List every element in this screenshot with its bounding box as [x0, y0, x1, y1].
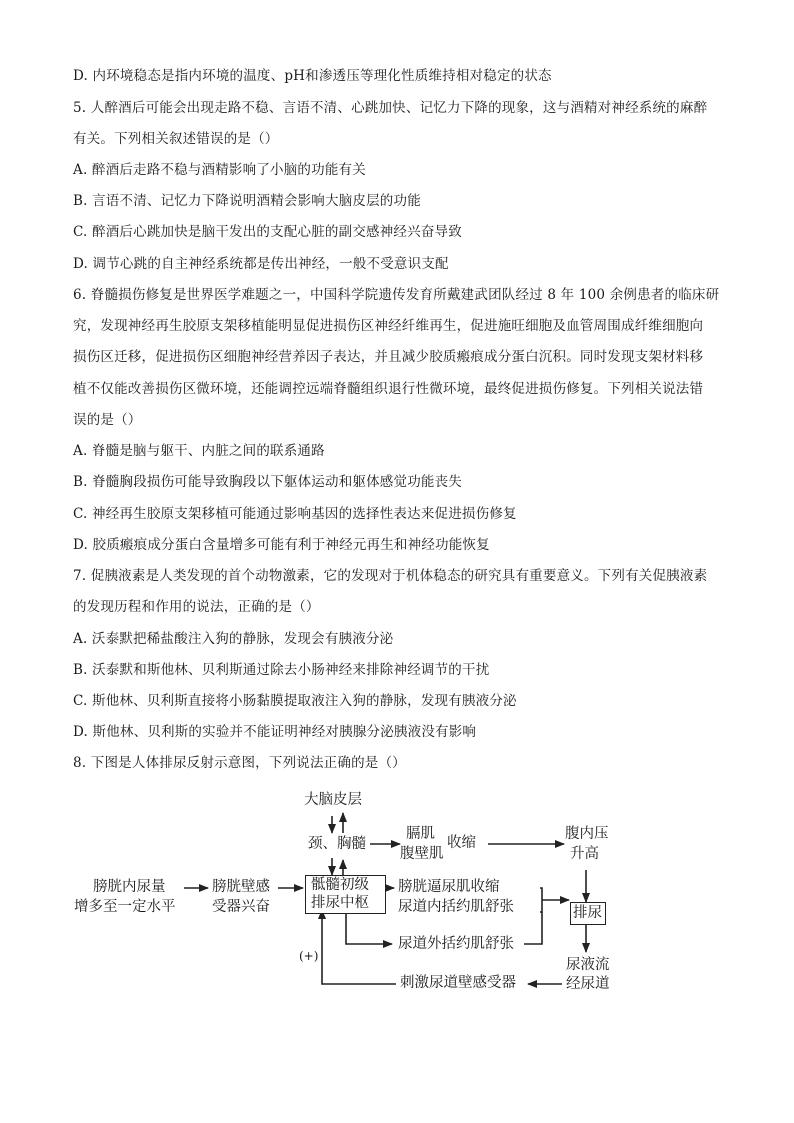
- q7-option-b: B. 沃泰默和斯他林、贝利斯通过除去小肠神经来排除神经调节的干扰: [73, 662, 490, 678]
- label-outer-sphincter: 尿道外括约肌舒张: [398, 936, 514, 952]
- urination-reflex-diagram: [60, 780, 740, 1010]
- label-bladder-urine-2: 增多至一定水平: [74, 899, 176, 915]
- q5-stem-line2: 有关。下列相关叙述错误的是（）: [73, 131, 279, 147]
- q5-stem-line1: 5. 人醉酒后可能会出现走路不稳、言语不清、心跳加快、记忆力下降的现象，这与酒精对神经系统的麻醉: [73, 100, 708, 116]
- label-center-1: 骶髓初级: [311, 877, 369, 893]
- label-neck-chest: 颈、胸髓: [308, 836, 366, 852]
- q6-stem-line5: 误的是（）: [73, 412, 142, 428]
- arrow-feedback-to-center: [322, 910, 396, 984]
- label-cortex: 大脑皮层: [304, 792, 362, 808]
- center-box: [305, 875, 386, 914]
- label-flow-1: 尿液流: [566, 957, 610, 973]
- label-bladder-urine-1: 膀胱内尿量: [93, 879, 166, 895]
- label-detrusor: 膀胱逼尿肌收缩: [398, 879, 500, 895]
- label-flow-2: 经尿道: [566, 976, 610, 992]
- label-abdominal-wall: 腹壁肌: [400, 846, 444, 862]
- q4-option-d: D. 内环境稳态是指内环境的温度、pH和渗透压等理化性质维持相对稳定的状态: [73, 68, 552, 84]
- q6-option-a: A. 脊髓是脑与躯干、内脏之间的联系通路: [73, 443, 325, 459]
- q7-option-d: D. 斯他林、贝利斯的实验并不能证明神经对胰腺分泌胰液没有影响: [73, 724, 477, 740]
- q5-option-a: A. 醉酒后走路不稳与酒精影响了小脑的功能有关: [73, 162, 366, 178]
- q6-stem-line2: 究，发现神经再生胶原支架移植能明显促进损伤区神经纤维再生，促进施旺细胞及血管周围成纤维细胞向: [73, 318, 704, 334]
- label-diaphragm: 膈肌: [406, 826, 435, 842]
- q6-stem-line3: 损伤区迁移，促进损伤区细胞神经营养因子表达，并且减少胶质瘢痕成分蛋白沉积。同时发现支架材料移: [73, 349, 704, 365]
- q8-stem: 8. 下图是人体排尿反射示意图，下列说法正确的是（）: [73, 755, 406, 771]
- label-inner-sphincter: 尿道内括约肌舒张: [398, 899, 514, 915]
- label-receptor-1: 膀胱壁感: [212, 879, 270, 895]
- label-contract: 收缩: [447, 835, 476, 851]
- q6-option-c: C. 神经再生胶原支架移植可能通过影响基因的选择性表达来促进损伤修复: [73, 506, 517, 522]
- q6-stem-line1: 6. 脊髓损伤修复是世界医学难题之一，中国科学院遗传发育所戴建武团队经过 8 年 100 余例患者的临床研: [73, 287, 720, 303]
- line-outer-to-urinate: [524, 912, 542, 944]
- label-stimulate: 刺激尿道壁感受器: [400, 975, 516, 991]
- label-pressure-1: 腹内压: [565, 826, 609, 842]
- q6-stem-line4: 植不仅能改善损伤区微环境，还能调控远端脊髓组织退行性微环境，最终促进损伤修复。下列相关说法错: [73, 381, 704, 397]
- label-urinate: 排尿: [573, 905, 602, 921]
- bracket-inner: [540, 888, 542, 912]
- label-pressure-2: 升高: [570, 846, 599, 862]
- q5-option-c: C. 醉酒后心跳加快是脑干发出的支配心脏的副交感神经兴奋导致: [73, 224, 462, 240]
- q7-option-c: C. 斯他林、贝利斯直接将小肠黏膜提取液注入狗的静脉，发现有胰液分泌: [73, 693, 517, 709]
- q7-stem-line1: 7. 促胰液素是人类发现的首个动物激素，它的发现对于机体稳态的研究具有重要意义。下列有关促胰液素: [73, 568, 708, 584]
- q6-option-b: B. 脊髓胸段损伤可能导致胸段以下躯体运动和躯体感觉功能丧失: [73, 474, 463, 490]
- q5-option-b: B. 言语不清、记忆力下降说明酒精会影响大脑皮层的功能: [73, 193, 421, 209]
- urinate-box: [570, 902, 606, 925]
- label-positive-feedback: (+): [299, 949, 319, 963]
- q7-stem-line2: 的发现历程和作用的说法，正确的是（）: [73, 599, 320, 615]
- q5-option-d: D. 调节心跳的自主神经系统都是传出神经，一般不受意识支配: [73, 256, 449, 272]
- q6-option-d: D. 胶质瘢痕成分蛋白含量增多可能有利于神经元再生和神经功能恢复: [73, 537, 490, 553]
- label-receptor-2: 受器兴奋: [212, 899, 270, 915]
- q7-option-a: A. 沃泰默把稀盐酸注入狗的静脉，发现会有胰液分泌: [73, 631, 394, 647]
- label-center-2: 排尿中枢: [311, 895, 369, 911]
